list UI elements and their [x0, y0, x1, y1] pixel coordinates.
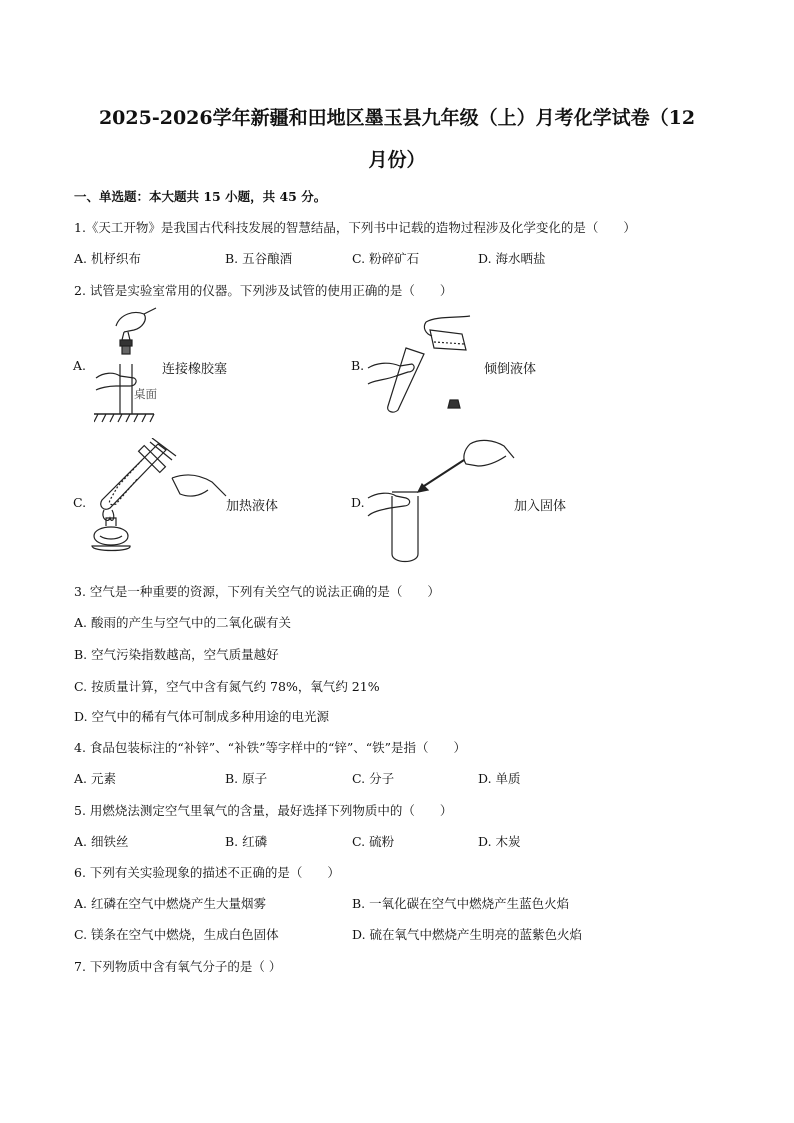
- question-6-option-c: C. 镁条在空气中燃烧，生成白色固体: [74, 927, 279, 942]
- question-5-stem: 5. 用燃烧法测定空气里氧气的含量，最好选择下列物质中的（ ）: [74, 803, 453, 818]
- section-heading: 一、单选题：本大题共 15 小题，共 45 分。: [74, 189, 327, 204]
- figure-c-caption: 加热液体: [226, 499, 279, 514]
- question-1-stem: 1.《天工开物》是我国古代科技发展的智慧结晶，下列书中记载的造物过程涉及化学变化的是（ ）: [74, 220, 636, 235]
- question-4-stem: 4. 食品包装标注的“补锌”、“补铁”等字样中的“锌”、“铁”是指（ ）: [74, 740, 467, 755]
- figure-d-caption: 加入固体: [514, 499, 567, 514]
- question-6-option-a: A. 红磷在空气中燃烧产生大量烟雾: [74, 896, 266, 911]
- figure-a-desk-label: 桌面: [134, 387, 157, 401]
- question-6-stem: 6. 下列有关实验现象的描述不正确的是（ ）: [74, 865, 340, 880]
- question-5-option-b: B. 红磷: [225, 834, 268, 849]
- figure-d-label: D.: [351, 495, 365, 510]
- question-1-option-c: C. 粉碎矿石: [352, 251, 420, 266]
- question-4-option-b: B. 原子: [225, 771, 268, 786]
- figure-b-label: B.: [351, 358, 365, 373]
- question-5-option-a: A. 细铁丝: [74, 834, 129, 849]
- question-3-option-d: D. 空气中的稀有气体可制成多种用途的电光源: [74, 709, 330, 724]
- question-1-option-d: D. 海水晒盐: [478, 251, 546, 266]
- figure-d-add-solid: [366, 436, 516, 566]
- figure-b-caption: 倾倒液体: [484, 362, 537, 377]
- figure-c-label: C.: [73, 495, 87, 510]
- question-6-option-b: B. 一氧化碳在空气中燃烧产生蓝色火焰: [352, 896, 570, 911]
- question-3-option-b: B. 空气污染指数越高，空气质量越好: [74, 647, 279, 662]
- question-6-option-d: D. 硫在氧气中燃烧产生明亮的蓝紫色火焰: [352, 927, 583, 942]
- figure-a-connect-stopper: [94, 306, 166, 424]
- question-4-option-d: D. 单质: [478, 771, 521, 786]
- exam-title-line-1: 2025-2026学年新疆和田地区墨玉县九年级（上）月考化学试卷（12: [98, 107, 696, 129]
- figure-c-heat-liquid: [88, 438, 228, 558]
- question-2-stem: 2. 试管是实验室常用的仪器。下列涉及试管的使用正确的是（ ）: [74, 283, 453, 298]
- question-4-option-c: C. 分子: [352, 771, 395, 786]
- question-3-option-c: C. 按质量计算，空气中含有氮气约 78%，氧气约 21%: [74, 679, 380, 694]
- question-5-option-c: C. 硫粉: [352, 834, 395, 849]
- figure-a-caption: 连接橡胶塞: [162, 362, 228, 377]
- figure-a-label: A.: [73, 358, 87, 373]
- question-3-stem: 3. 空气是一种重要的资源，下列有关空气的说法正确的是（ ）: [74, 584, 440, 599]
- question-3-option-a: A. 酸雨的产生与空气中的二氧化碳有关: [74, 615, 291, 630]
- question-1-option-a: A. 机杼织布: [74, 251, 141, 266]
- question-7-stem: 7. 下列物质中含有氧气分子的是（ ）: [74, 959, 282, 974]
- question-1-option-b: B. 五谷酿酒: [225, 251, 293, 266]
- exam-title-line-2: 月份）: [368, 149, 426, 171]
- question-5-option-d: D. 木炭: [478, 834, 521, 849]
- question-4-option-a: A. 元素: [74, 771, 116, 786]
- figure-b-pour-liquid: [366, 314, 476, 414]
